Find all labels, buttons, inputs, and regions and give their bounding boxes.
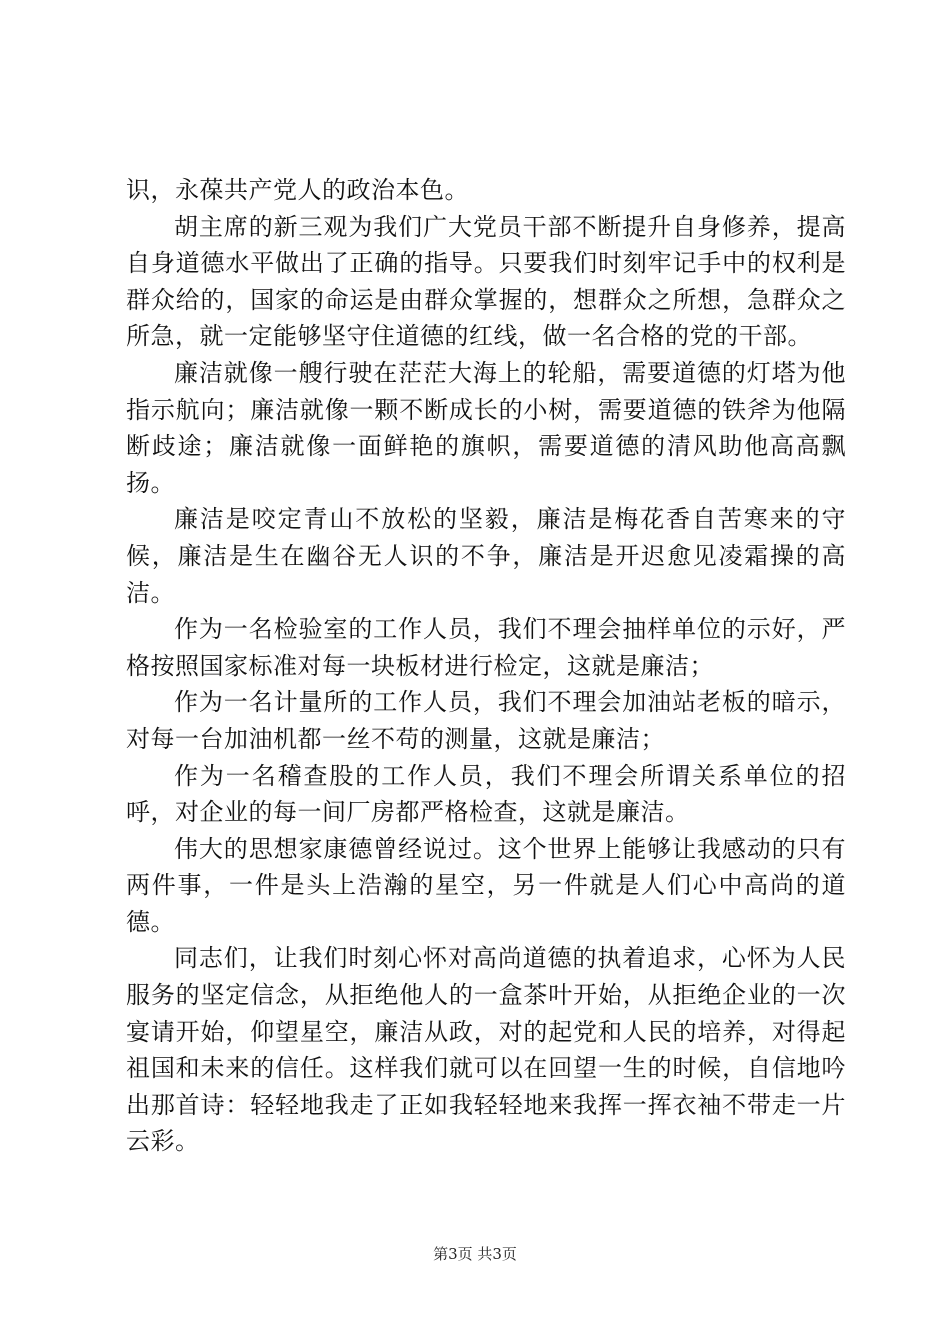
paragraph-6: 作为一名计量所的工作人员，我们不理会加油站老板的暗示，对每一台加油机都一丝不苟的测量，这就是廉洁； bbox=[126, 688, 846, 753]
paragraph-2: 胡主席的新三观为我们广大党员干部不断提升自身修养，提高自身道德水平做出了正确的指导。只要我们时刻牢记手中的权利是群众给的，国家的命运是由群众掌握的，想群众之所想，急群众之所急，就一定能够坚守住道德的红线，做一名合格的党的干部。 bbox=[126, 212, 846, 351]
paragraph-4: 廉洁是咬定青山不放松的坚毅，廉洁是梅花香自苦寒来的守候，廉洁是生在幽谷无人识的不争，廉洁是开迟愈见凌霜操的高洁。 bbox=[126, 505, 846, 607]
paragraph-9: 同志们，让我们时刻心怀对高尚道德的执着追求，心怀为人民服务的坚定信念，从拒绝他人的一盒茶叶开始，从拒绝企业的一次宴请开始，仰望星空，廉洁从政，对的起党和人民的培养，对得起祖国和未来的信任。这样我们就可以在回望一生的时候，自信地吟出那首诗：轻轻地我走了正如我轻轻地来我挥一挥衣袖不带走一片云彩。 bbox=[126, 944, 846, 1156]
paragraph-8: 伟大的思想家康德曾经说过。这个世界上能够让我感动的只有两件事，一件是头上浩瀚的星空，另一件就是人们心中高尚的道德。 bbox=[126, 834, 846, 936]
paragraph-7: 作为一名稽查股的工作人员，我们不理会所谓关系单位的招呼，对企业的每一间厂房都严格检查，这就是廉洁。 bbox=[126, 761, 846, 827]
paragraph-3: 廉洁就像一艘行驶在茫茫大海上的轮船，需要道德的灯塔为他指示航向；廉洁就像一颗不断成长的小树，需要道德的铁斧为他隔断歧途；廉洁就像一面鲜艳的旗帜，需要道德的清风助他高高飘扬。 bbox=[126, 358, 846, 497]
paragraph-1: 识，永葆共产党人的政治本色。 bbox=[126, 176, 469, 204]
page-footer: 第3页 共3页 bbox=[433, 1245, 517, 1263]
paragraph-5: 作为一名检验室的工作人员，我们不理会抽样单位的示好，严格按照国家标准对每一块板材进行检定，这就是廉洁； bbox=[126, 615, 846, 680]
document-body bbox=[126, 172, 846, 1160]
